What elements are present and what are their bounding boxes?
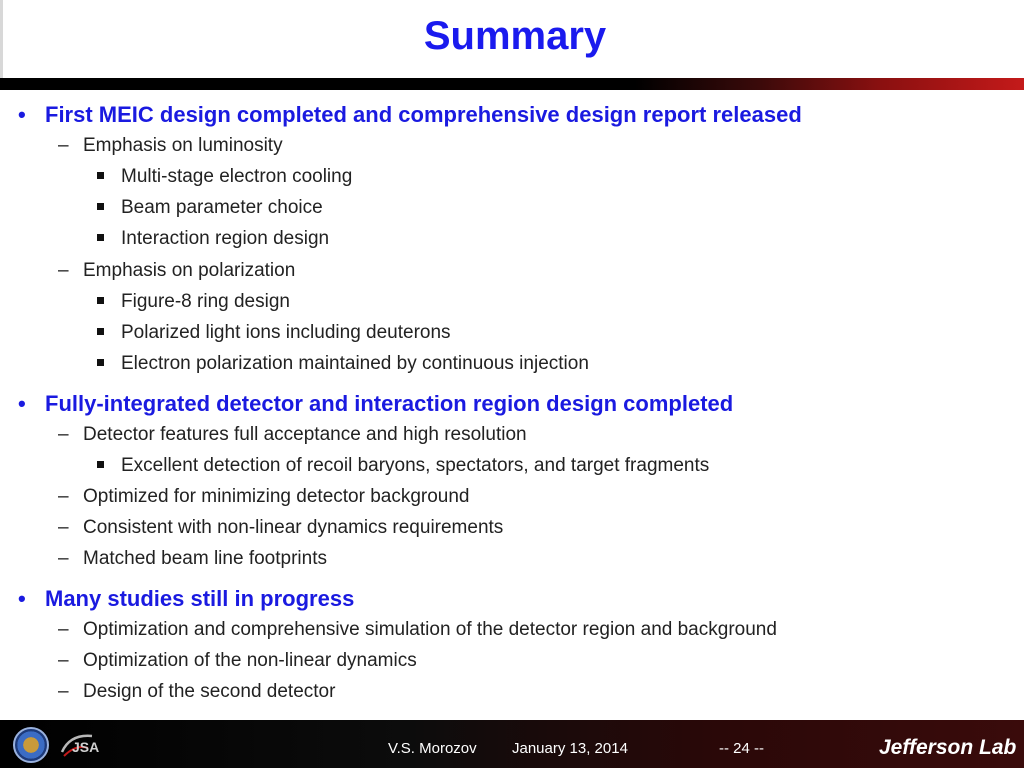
bullet-text: Electron polarization maintained by continuous injection [121, 353, 589, 374]
dash-icon: – [58, 650, 69, 671]
bullet-text: Matched beam line footprints [83, 548, 327, 569]
bullet-level2 [58, 650, 417, 672]
bullet-level2 [58, 681, 335, 703]
doe-seal-icon [13, 727, 49, 763]
bullet-level1 [18, 586, 354, 612]
bullet-level2 [58, 135, 283, 157]
bullet-text: Interaction region design [121, 228, 330, 249]
dash-icon: – [58, 548, 69, 569]
page-title: Summary [423, 14, 607, 58]
bullet-text: Polarized light ions including deuterons [121, 322, 451, 343]
bullet-text: Figure-8 ring design [121, 291, 290, 312]
bullet-level2 [58, 486, 470, 508]
square-bullet-icon [97, 172, 104, 179]
bullet-text: First MEIC design completed and comprehensive design report released [45, 102, 802, 127]
bullet-level2 [58, 548, 327, 570]
bullet-text: Many studies still in progress [45, 586, 355, 611]
bullet-text: Design of the second detector [83, 681, 336, 702]
bullet-text: Optimization of the non-linear dynamics [83, 650, 417, 671]
footer-page-number: -- 24 -- [719, 740, 764, 757]
title-bar [0, 0, 1024, 78]
jefferson-lab-logo: Jefferson Lab [879, 736, 1017, 759]
bullet-dot-icon: • [18, 102, 26, 127]
footer-author: V.S. Morozov [388, 740, 477, 757]
bullet-dot-icon: • [18, 586, 26, 611]
dash-icon: – [58, 424, 69, 445]
dash-icon: – [58, 517, 69, 538]
bullet-text: Emphasis on polarization [83, 260, 296, 281]
dash-icon: – [58, 135, 69, 156]
bullet-level2 [58, 619, 777, 641]
bullet-text: Detector features full acceptance and high resolution [83, 424, 527, 445]
square-bullet-icon [97, 461, 104, 468]
square-bullet-icon [97, 328, 104, 335]
dash-icon: – [58, 681, 69, 702]
bullet-text: Emphasis on luminosity [83, 135, 283, 156]
bullet-level3 [97, 228, 329, 250]
bullet-text: Consistent with non-linear dynamics requirements [83, 517, 504, 538]
bullet-level2 [58, 424, 527, 446]
bullet-text: Optimization and comprehensive simulation of the detector region and background [83, 619, 777, 640]
title-divider [0, 78, 1024, 90]
bullet-level3 [97, 291, 290, 313]
jsa-logo-text: JSA [72, 739, 100, 755]
bullet-level1 [18, 102, 802, 128]
bullet-text: Excellent detection of recoil baryons, spectators, and target fragments [121, 455, 710, 476]
bullet-text: Multi-stage electron cooling [121, 166, 353, 187]
bullet-level2 [58, 517, 503, 539]
jsa-logo-icon [58, 730, 108, 760]
bullet-text: Optimized for minimizing detector background [83, 486, 470, 507]
bullet-text: Fully-integrated detector and interaction region design completed [45, 391, 734, 416]
bullet-level3 [97, 197, 323, 219]
bullet-level1 [18, 391, 733, 417]
footer-date: January 13, 2014 [512, 740, 628, 757]
dash-icon: – [58, 619, 69, 640]
square-bullet-icon [97, 297, 104, 304]
bullet-dot-icon: • [18, 391, 26, 416]
bullet-level3 [97, 166, 352, 188]
dash-icon: – [58, 260, 69, 281]
bullet-level3 [97, 322, 451, 344]
bullet-level3 [97, 353, 589, 375]
bullet-level3 [97, 455, 709, 477]
dash-icon: – [58, 486, 69, 507]
bullet-text: Beam parameter choice [121, 197, 323, 218]
square-bullet-icon [97, 203, 104, 210]
bullet-level2 [58, 260, 295, 282]
square-bullet-icon [97, 359, 104, 366]
square-bullet-icon [97, 234, 104, 241]
